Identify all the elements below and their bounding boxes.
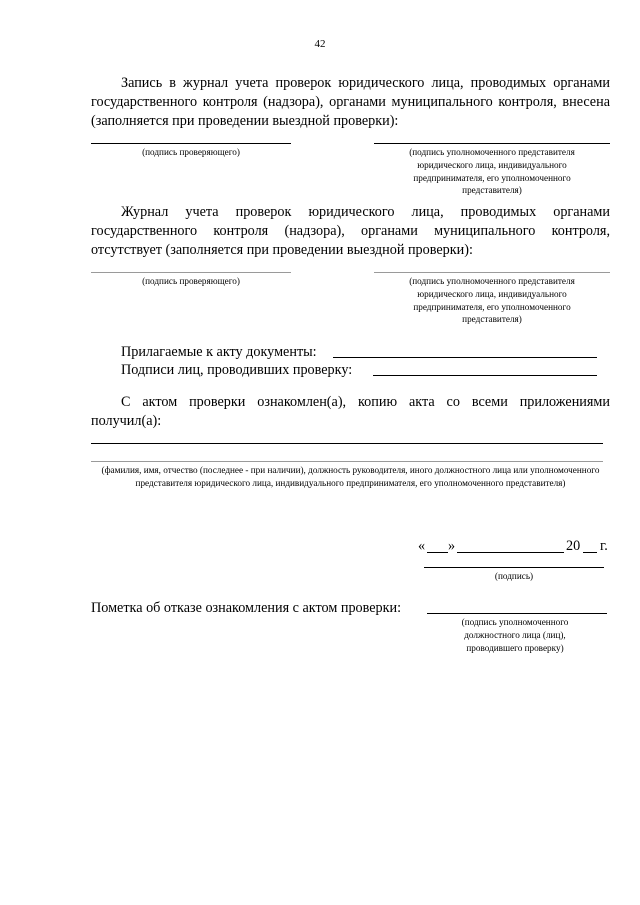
representative-signature-line-2[interactable] — [374, 272, 610, 273]
attached-documents-label: Прилагаемые к акту документы: — [121, 344, 317, 360]
date-month-field[interactable] — [457, 552, 564, 553]
refusal-caption: (подпись уполномоченного должностного лица (лиц), проводившего проверку) — [461, 617, 569, 653]
inspectors-signatures-field[interactable] — [373, 375, 597, 376]
inspector-signature-caption-2: (подпись проверяющего) — [142, 276, 240, 286]
representative-signature-caption-2: (подпись уполномоченного представителя юридического лица, индивидуального предпринимателя, его уполномоченного представителя) — [409, 276, 575, 325]
date-day-field[interactable] — [427, 552, 448, 553]
acknowledgement-name-caption: (фамилия, имя, отчество (последнее - при наличии), должность руководителя, иного должностного лица или уполномоченного представителя юридического лица, индивидуального предпринимателя, его уполномоченного представителя) — [101, 465, 600, 488]
inspectors-signatures-label: Подписи лиц, проводивших проверку: — [121, 362, 353, 378]
journal-absent-text: Журнал учета проверок юридического лица, проводимых органами государственного контроля (надзора), органами муниципального контроля, отсутствует (заполняется при проведении выездной проверки): — [91, 204, 610, 258]
date-year-field[interactable] — [583, 552, 597, 553]
acknowledgement-line-2[interactable] — [91, 461, 603, 462]
inspector-signature-caption: (подпись проверяющего) — [142, 147, 240, 157]
representative-signature-line[interactable] — [374, 143, 610, 144]
date-signature-caption: (подпись) — [494, 571, 534, 581]
refusal-signature-field[interactable] — [427, 613, 607, 614]
date-close-quote: » — [448, 538, 456, 554]
acknowledgement-line-1[interactable] — [91, 443, 603, 444]
date-row — [418, 537, 613, 557]
refusal-label: Пометка об отказе ознакомления с актом проверки: — [91, 600, 402, 616]
attached-documents-field[interactable] — [333, 357, 597, 358]
date-open-quote: « — [418, 538, 426, 554]
acknowledgement-text: С актом проверки ознакомлен(а), копию акта со всеми приложениями получил(а): — [91, 394, 610, 429]
inspector-signature-line[interactable] — [91, 143, 291, 144]
page-number: 42 — [314, 38, 326, 50]
date-signature-line[interactable] — [424, 567, 604, 568]
representative-signature-caption: (подпись уполномоченного представителя юридического лица, индивидуального предпринимателя, его уполномоченного представителя) — [409, 147, 575, 196]
date-year-prefix: 20 — [566, 538, 581, 554]
date-year-suffix: г. — [600, 538, 608, 554]
journal-entry-text: Запись в журнал учета проверок юридического лица, проводимых органами государственного контроля (надзора), органами муниципального контроля, внесена (заполняется при проведении выездной проверки): — [91, 75, 610, 129]
inspector-signature-line-2[interactable] — [91, 272, 291, 273]
